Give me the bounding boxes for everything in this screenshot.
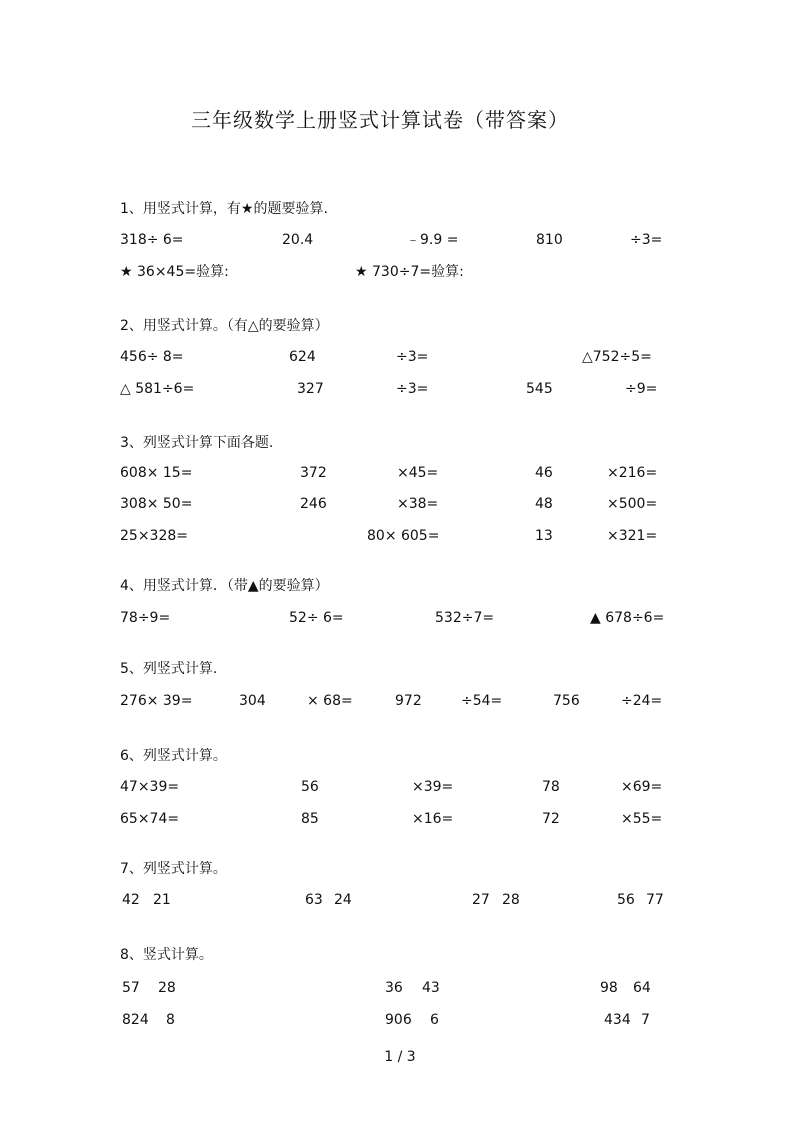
problem: 78÷9=: [120, 610, 171, 626]
problem: 72: [542, 811, 560, 827]
problem: 756: [553, 693, 580, 709]
problem: 42: [122, 892, 140, 908]
section-4-heading: 4、用竖式计算．（带▲的要验算）: [120, 578, 329, 594]
problem: 46: [535, 465, 553, 481]
section-1-heading: 1、用竖式计算，有★的题要验算.: [120, 201, 328, 217]
section-6-heading: 6、列竖式计算。: [120, 748, 227, 764]
problem: 64: [633, 980, 651, 996]
problem: 52÷ 6=: [289, 610, 344, 626]
problem: 65×74=: [120, 811, 180, 827]
problem: × 68=: [307, 693, 353, 709]
problem: 57: [122, 980, 140, 996]
problem: ×38=: [397, 496, 439, 512]
problem: 7: [641, 1012, 650, 1028]
problem: ÷3=: [396, 381, 429, 397]
problem: 608× 15=: [120, 465, 193, 481]
problem: △ 581÷6=: [120, 381, 195, 397]
problem: 824: [122, 1012, 149, 1028]
problem: 78: [542, 779, 560, 795]
problem: ×216=: [607, 465, 658, 481]
section-8-heading: 8、竖式计算。: [120, 947, 213, 963]
problem: 8: [166, 1012, 175, 1028]
problem: 532÷7=: [435, 610, 495, 626]
problem: 43: [422, 980, 440, 996]
problem: 85: [301, 811, 319, 827]
section-2-heading: 2、用竖式计算。（有△的要验算）: [120, 318, 329, 334]
problem: 246: [300, 496, 327, 512]
problem: 80× 605=: [367, 528, 440, 544]
problem: ★ 730÷7=验算:: [355, 264, 464, 280]
problem: 28: [502, 892, 520, 908]
problem: 24: [334, 892, 352, 908]
page-title: 三年级数学上册竖式计算试卷（带答案）: [191, 108, 569, 132]
problem: ÷3=: [630, 232, 663, 248]
problem: 6: [430, 1012, 439, 1028]
problem: 906: [385, 1012, 412, 1028]
problem: 13: [535, 528, 553, 544]
problem: 545: [526, 381, 553, 397]
problem: 28: [158, 980, 176, 996]
problem: ×16=: [412, 811, 454, 827]
problem: △752÷5=: [582, 349, 652, 365]
problem: ▲ 678÷6=: [590, 610, 665, 626]
problem: 624: [289, 349, 316, 365]
problem: 276× 39=: [120, 693, 193, 709]
problem: ×321=: [607, 528, 658, 544]
problem: 56: [617, 892, 635, 908]
problem: ÷3=: [396, 349, 429, 365]
problem: 318÷ 6=: [120, 232, 184, 248]
problem: 36: [385, 980, 403, 996]
problem: 810: [536, 232, 563, 248]
problem: 27: [472, 892, 490, 908]
problem: ×69=: [621, 779, 663, 795]
problem: 63: [305, 892, 323, 908]
section-5-heading: 5、列竖式计算.: [120, 661, 218, 677]
problem: 98: [600, 980, 618, 996]
problem: ×500=: [607, 496, 658, 512]
problem: 372: [300, 465, 327, 481]
problem: 25×328=: [120, 528, 188, 544]
problem: ÷9=: [625, 381, 658, 397]
problem: 77: [646, 892, 664, 908]
problem: ×45=: [397, 465, 439, 481]
page-number: 1 / 3: [384, 1049, 416, 1065]
problem: 47×39=: [120, 779, 180, 795]
problem: ÷54=: [461, 693, 503, 709]
problem: 304: [239, 693, 266, 709]
section-3-heading: 3、列竖式计算下面各题.: [120, 435, 274, 451]
problem: 21: [153, 892, 171, 908]
problem: ×55=: [621, 811, 663, 827]
problem: 56: [301, 779, 319, 795]
problem: ÷24=: [621, 693, 663, 709]
problem: 456÷ 8=: [120, 349, 184, 365]
problem: 20.4: [282, 232, 314, 248]
problem: 48: [535, 496, 553, 512]
problem: 434: [604, 1012, 631, 1028]
section-7-heading: 7、列竖式计算。: [120, 861, 227, 877]
problem: 972: [395, 693, 422, 709]
problem: 327: [297, 381, 324, 397]
problem: ﹣9.9 =: [406, 232, 459, 248]
problem: ×39=: [412, 779, 454, 795]
problem: ★ 36×45=验算:: [120, 264, 229, 280]
problem: 308× 50=: [120, 496, 193, 512]
